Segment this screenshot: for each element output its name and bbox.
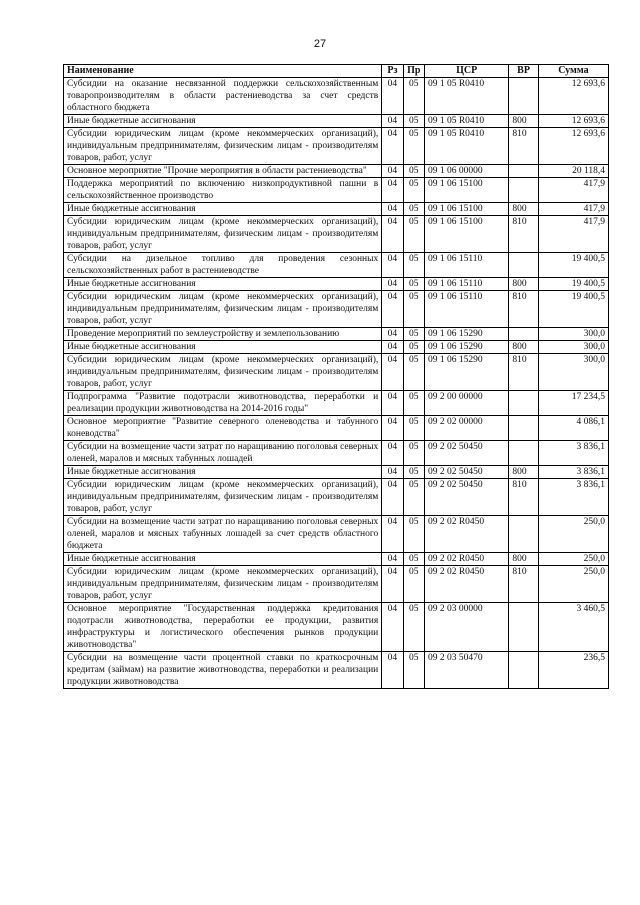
cell-csr: 09 1 06 15290 [424,341,508,354]
cell-csr: 09 1 05 R0410 [424,115,508,128]
table-row [64,78,609,115]
cell-rz: 04 [382,216,403,253]
cell-rz: 04 [382,291,403,328]
table-row [64,128,609,165]
header-rz: Рз [382,65,403,78]
cell-pr: 05 [403,466,424,479]
cell-pr: 05 [403,354,424,391]
cell-pr: 05 [403,128,424,165]
cell-csr: 09 1 06 15110 [424,291,508,328]
cell-sum: 236,5 [538,652,608,689]
cell-pr: 05 [403,165,424,178]
cell-rz: 04 [382,516,403,553]
cell-rz: 04 [382,128,403,165]
cell-sum: 250,0 [538,516,608,553]
cell-rz: 04 [382,341,403,354]
cell-vr: 810 [509,354,538,391]
cell-csr: 09 1 06 15100 [424,203,508,216]
cell-name: Субсидии юридическим лицам (кроме некоммерческих организаций), индивидуальным предпринимателям, физическим лицам - производителям товаров, работ, услуг [64,566,382,603]
cell-pr: 05 [403,516,424,553]
cell-csr: 09 1 06 15110 [424,253,508,278]
table-body [64,78,609,689]
cell-name: Иные бюджетные ассигнования [64,278,382,291]
header-vr: ВР [509,65,538,78]
cell-pr: 05 [403,216,424,253]
cell-sum: 12 693,6 [538,78,608,115]
cell-sum: 17 234,5 [538,391,608,416]
cell-csr: 09 2 02 50450 [424,441,508,466]
cell-name: Субсидии на возмещение части затрат по наращиванию поголовья северных оленей, маралов и мясных табунных лошадей [64,441,382,466]
cell-sum: 417,9 [538,216,608,253]
cell-rz: 04 [382,603,403,652]
cell-name: Поддержка мероприятий по включению низкопродуктивной пашни в сельскохозяйственное производство [64,178,382,203]
cell-vr [509,603,538,652]
table-row [64,253,609,278]
cell-rz: 04 [382,354,403,391]
cell-pr: 05 [403,178,424,203]
table-row [64,466,609,479]
cell-vr: 810 [509,566,538,603]
table-row [64,391,609,416]
cell-pr: 05 [403,278,424,291]
cell-name: Субсидии юридическим лицам (кроме некоммерческих организаций), индивидуальным предпринимателям, физическим лицам - производителям товаров, работ, услуг [64,216,382,253]
cell-csr: 09 1 06 00000 [424,165,508,178]
cell-pr: 05 [403,391,424,416]
cell-vr [509,416,538,441]
cell-vr [509,328,538,341]
cell-name: Иные бюджетные ассигнования [64,466,382,479]
cell-name: Иные бюджетные ассигнования [64,115,382,128]
cell-vr: 810 [509,216,538,253]
cell-sum: 12 693,6 [538,128,608,165]
cell-sum: 20 118,4 [538,165,608,178]
cell-vr: 800 [509,466,538,479]
cell-pr: 05 [403,416,424,441]
cell-rz: 04 [382,165,403,178]
table-row [64,165,609,178]
cell-pr: 05 [403,328,424,341]
budget-table [63,64,609,689]
cell-csr: 09 1 06 15100 [424,178,508,203]
cell-sum: 3 836,1 [538,441,608,466]
cell-rz: 04 [382,479,403,516]
cell-rz: 04 [382,566,403,603]
cell-name: Основное мероприятие "Прочие мероприятия в области растениеводства" [64,165,382,178]
cell-vr: 800 [509,278,538,291]
table-row [64,652,609,689]
cell-vr [509,165,538,178]
cell-pr: 05 [403,441,424,466]
cell-vr: 810 [509,291,538,328]
cell-name: Субсидии юридическим лицам (кроме некоммерческих организаций), индивидуальным предпринимателям, физическим лицам - производителям товаров, работ, услуг [64,479,382,516]
cell-sum: 300,0 [538,354,608,391]
table-row [64,416,609,441]
cell-pr: 05 [403,553,424,566]
cell-rz: 04 [382,652,403,689]
table-row [64,603,609,652]
cell-name: Основное мероприятие "Государственная поддержка кредитования подотрасли животноводства, переработки ее продукции, развития инфраструктуры и логистического обеспечения рынков продукции животноводства" [64,603,382,652]
table-row [64,479,609,516]
table-row [64,291,609,328]
cell-rz: 04 [382,466,403,479]
cell-csr: 09 1 05 R0410 [424,128,508,165]
cell-name: Субсидии на возмещение части затрат по наращиванию поголовья северных оленей, маралов и мясных табунных лошадей за счет средств областного бюджета [64,516,382,553]
cell-name: Иные бюджетные ассигнования [64,203,382,216]
table-row [64,441,609,466]
cell-csr: 09 2 00 00000 [424,391,508,416]
table-row [64,566,609,603]
cell-csr: 09 1 06 15100 [424,216,508,253]
cell-csr: 09 1 06 15290 [424,354,508,391]
cell-rz: 04 [382,115,403,128]
cell-vr [509,441,538,466]
header-sum: Сумма [538,65,608,78]
cell-name: Субсидии юридическим лицам (кроме некоммерческих организаций), индивидуальным предпринимателям, физическим лицам - производителям товаров, работ, услуг [64,128,382,165]
table-row [64,216,609,253]
cell-rz: 04 [382,328,403,341]
page-number: 27 [313,38,327,50]
cell-csr: 09 1 06 15110 [424,278,508,291]
cell-sum: 3 836,1 [538,466,608,479]
cell-csr: 09 2 03 50470 [424,652,508,689]
header-name: Наименование [64,65,382,78]
cell-csr: 09 2 02 50450 [424,479,508,516]
cell-rz: 04 [382,178,403,203]
cell-rz: 04 [382,203,403,216]
cell-name: Иные бюджетные ассигнования [64,341,382,354]
cell-rz: 04 [382,553,403,566]
cell-vr [509,78,538,115]
cell-sum: 12 693,6 [538,115,608,128]
cell-pr: 05 [403,115,424,128]
cell-sum: 3 836,1 [538,479,608,516]
cell-sum: 3 460,5 [538,603,608,652]
table-row [64,553,609,566]
cell-rz: 04 [382,441,403,466]
table-row [64,354,609,391]
cell-rz: 04 [382,253,403,278]
table-row [64,341,609,354]
cell-name: Подпрограмма "Развитие подотрасли животноводства, переработки и реализации продукции животноводства на 2014-2016 годы" [64,391,382,416]
cell-rz: 04 [382,416,403,441]
table-row [64,278,609,291]
header-csr: ЦСР [424,65,508,78]
cell-name: Субсидии на дизельное топливо для проведения сезонных сельскохозяйственных работ в растениеводстве [64,253,382,278]
cell-vr: 800 [509,203,538,216]
cell-pr: 05 [403,479,424,516]
cell-sum: 417,9 [538,203,608,216]
table-row [64,203,609,216]
cell-vr: 810 [509,479,538,516]
table-row [64,115,609,128]
header-pr: Пр [403,65,424,78]
cell-name: Основное мероприятие "Развитие северного оленеводства и табунного коневодства" [64,416,382,441]
cell-csr: 09 2 02 R0450 [424,553,508,566]
cell-rz: 04 [382,78,403,115]
cell-pr: 05 [403,78,424,115]
cell-vr [509,178,538,203]
cell-name: Иные бюджетные ассигнования [64,553,382,566]
table-row [64,516,609,553]
cell-csr: 09 2 02 R0450 [424,566,508,603]
cell-pr: 05 [403,203,424,216]
cell-pr: 05 [403,341,424,354]
cell-rz: 04 [382,278,403,291]
cell-vr [509,391,538,416]
cell-name: Субсидии юридическим лицам (кроме некоммерческих организаций), индивидуальным предпринимателям, физическим лицам - производителям товаров, работ, услуг [64,291,382,328]
table-header-row [64,65,609,78]
cell-pr: 05 [403,291,424,328]
cell-sum: 19 400,5 [538,291,608,328]
cell-vr [509,652,538,689]
cell-name: Субсидии на оказание несвязанной поддержки сельскохозяйственным товаропроизводителям в области растениеводства за счет средств областного бюджета [64,78,382,115]
cell-csr: 09 2 02 50450 [424,466,508,479]
cell-sum: 417,9 [538,178,608,203]
cell-vr: 800 [509,115,538,128]
cell-csr: 09 2 02 00000 [424,416,508,441]
cell-pr: 05 [403,253,424,278]
cell-pr: 05 [403,652,424,689]
cell-csr: 09 2 02 R0450 [424,516,508,553]
cell-vr: 810 [509,128,538,165]
cell-name: Субсидии юридическим лицам (кроме некоммерческих организаций), индивидуальным предпринимателям, физическим лицам - производителям товаров, работ, услуг [64,354,382,391]
cell-vr: 800 [509,341,538,354]
cell-vr [509,516,538,553]
cell-sum: 19 400,5 [538,253,608,278]
cell-sum: 4 086,1 [538,416,608,441]
cell-sum: 300,0 [538,328,608,341]
cell-pr: 05 [403,603,424,652]
cell-sum: 19 400,5 [538,278,608,291]
cell-name: Проведение мероприятий по землеустройству и землепользованию [64,328,382,341]
cell-sum: 250,0 [538,566,608,603]
cell-sum: 250,0 [538,553,608,566]
table-row [64,178,609,203]
cell-rz: 04 [382,391,403,416]
cell-csr: 09 1 06 15290 [424,328,508,341]
cell-vr: 800 [509,553,538,566]
table-row [64,328,609,341]
cell-csr: 09 1 05 R0410 [424,78,508,115]
cell-name: Субсидии на возмещение части процентной ставки по краткосрочным кредитам (займам) на развитие животноводства, переработки и реализации продукции животноводства [64,652,382,689]
cell-pr: 05 [403,566,424,603]
cell-vr [509,253,538,278]
cell-sum: 300,0 [538,341,608,354]
cell-csr: 09 2 03 00000 [424,603,508,652]
